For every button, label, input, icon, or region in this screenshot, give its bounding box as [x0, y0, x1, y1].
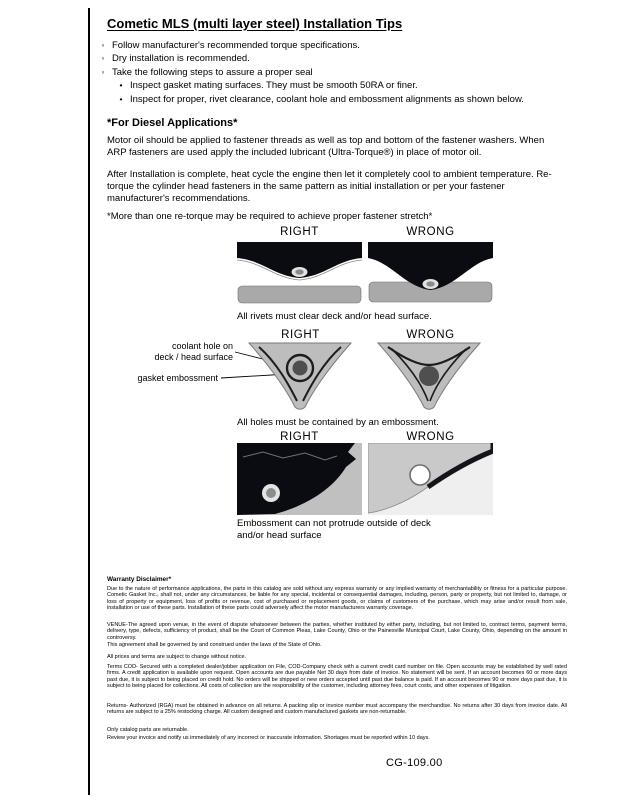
retorque-note: *More than one re-torque may be required to achieve proper fastener stretch*	[107, 211, 433, 222]
row3-wrong-label: WRONG	[406, 431, 455, 443]
row1-caption: All rivets must clear deck and/or head surface.	[237, 311, 432, 322]
list-item-text: Inspect gasket mating surfaces. They must be smooth 50RA or finer.	[130, 80, 418, 92]
list-item	[99, 52, 569, 65]
list-item	[117, 79, 569, 92]
row1-wrong-label: WRONG	[406, 226, 455, 238]
warranty-returns-paragraph: Returns- Authorized (RGA) must be obtained in advance on all returns. A packing slip or invoice number must accompany the merchandise. No returns after 30 days from invoice date. All returns are subject to a 25% restocking charge. All custom designed and custom manufactured gaskets are non-returnable.	[107, 703, 567, 716]
gasket-embossment-annotation: gasket embossment	[137, 373, 218, 383]
bullet-marker: •	[119, 80, 123, 91]
page-title: Cometic MLS (multi layer steel) Installation Tips	[107, 16, 403, 31]
warranty-review-note: Review your invoice and notify us immediately of any incorrect or inaccurate information. Shortages must be reported within 10 days.	[107, 735, 430, 741]
bullet-marker: ◦	[101, 66, 105, 77]
embossment-wrong-diagram	[368, 443, 493, 515]
list-item	[99, 66, 569, 79]
rivet-clearance-wrong-diagram	[368, 242, 493, 305]
coolant-hole-right-diagram	[247, 341, 353, 411]
diesel-paragraph-2: After Installation is complete, heat cycle the engine then let it completely cool to ambient temperature. Re-torque the cylinder head fasteners in the same pattern as initial installation or per your fastener manufacturer's recommendations.	[107, 169, 552, 204]
page-left-border	[88, 8, 90, 795]
row2-caption: All holes must be contained by an embossment.	[237, 417, 439, 428]
coolant-hole-wrong-diagram	[376, 341, 482, 411]
row2-wrong-label: WRONG	[406, 329, 455, 341]
annotation-line: deck / head surface	[154, 352, 233, 362]
rivet-clearance-right-diagram	[237, 242, 362, 305]
warranty-venue-paragraph: VENUE-The agreed upon venue, in the event of dispute whatsoever between the parties, whether instituted by either party, including, but not limited to, contract terms, payment terms, delivery, type, defects, sufficiency of product, shall be the Court of Common Pleas, Lake County, Ohio or the Painesville Municipal Court, Lake County, Ohio, depending on the amount in controversy.	[107, 622, 567, 641]
list-item	[99, 39, 569, 52]
warranty-prices-note: All prices and terms are subject to change without notice.	[107, 654, 247, 660]
list-item-text: Take the following steps to assure a proper seal	[112, 66, 313, 78]
list-item-text: Dry installation is recommended.	[112, 53, 250, 65]
warranty-paragraph: Due to the nature of performance applications, the parts in this catalog are sold without any express warranty or any implied warranty of merchantability or fitness for a particular purpose. Cometic Gasket Inc., shall not, under any circumstances, be liable for any special, incidental or consequential damages, including, person, party or property, but not limited to, damage, or loss of property or equipment, loss of profits or revenue, cost of purchased or replacement goods, or claims of customers of the purchase, which may arise and/or result from sale, installation or use of these parts. Installation of these parts could adversely affect the motor manufacturers warranty coverage.	[107, 586, 567, 611]
diesel-heading: *For Diesel Applications*	[107, 117, 238, 129]
bullet-marker: •	[119, 93, 123, 104]
row1-right-label: RIGHT	[280, 226, 319, 238]
diesel-paragraph-1: Motor oil should be applied to fastener threads as well as top and bottom of the fastener washers. When ARP fasteners are used apply the included lubricant (Ultra-Torque®) in place of motor oil.	[107, 135, 545, 158]
warranty-terms-paragraph: Terms COD- Secured with a completed dealer/jobber application on File, COD-Company check with a current credit card number on file. Open accounts may be established by well rated firms. A credit application is available upon request. Open accounts are due payable Net 30 days from date of invoice. No statement will be sent. If an account becomes 60 or more days past due, it is subject to being placed on credit hold. No orders will be shipped or new orders accepted until past due balance is paid. If an account becomes 90 or more days past due, it is subject to being placed for collections. All costs of collection are the responsibility of the customer, including attorney fees, court costs, and other expenses of litigation.	[107, 664, 567, 689]
tips-list	[99, 39, 569, 106]
bullet-marker: ◦	[101, 40, 105, 50]
bullet-marker: ◦	[101, 53, 105, 64]
warranty-returnable-note: Only catalog parts are returnable.	[107, 727, 189, 733]
row3-caption: Embossment can not protrude outside of deck and/or head surface	[237, 518, 431, 541]
list-item	[117, 93, 569, 106]
row3-right-label: RIGHT	[280, 431, 319, 443]
warranty-heading: Warranty Disclaimer*	[107, 576, 172, 583]
list-item-text: Follow manufacturer's recommended torque specifications.	[112, 40, 360, 51]
row2-right-label: RIGHT	[281, 329, 320, 341]
embossment-right-diagram	[237, 443, 362, 515]
annotation-line: coolant hole on	[171, 341, 233, 351]
page-number: CG-109.00	[386, 757, 443, 769]
warranty-governing-law: This agreement shall be governed by and construed under the laws of the State of Ohio.	[107, 642, 322, 648]
list-item-text: Inspect for proper, rivet clearance, coolant hole and embossment alignments as shown below.	[130, 93, 524, 105]
